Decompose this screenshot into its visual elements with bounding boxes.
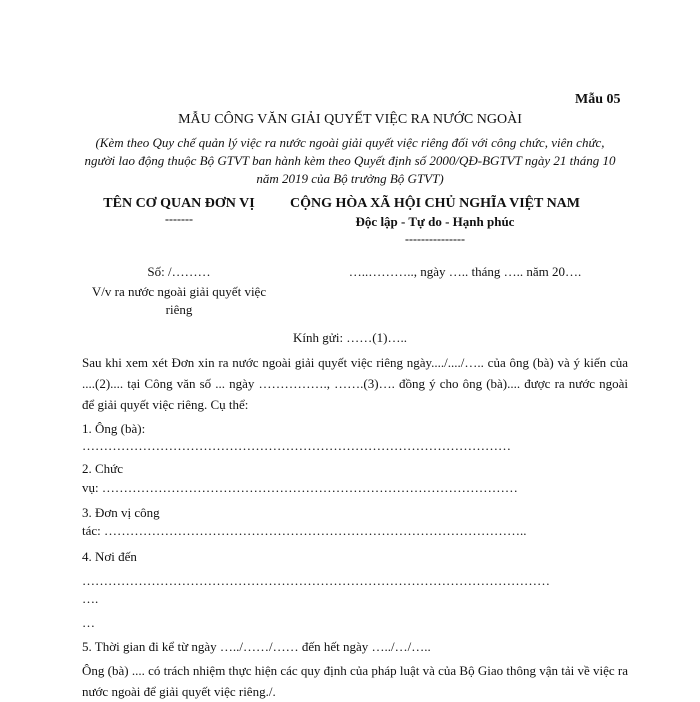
motto-separator: --------------- [405, 232, 465, 246]
salutation: Kính gửi: ……(1)….. [293, 330, 407, 345]
field-3-value: tác: …………………………………………………………………………………….. [82, 523, 527, 538]
date-line: …..……….., ngày ….. tháng ….. năm 20…. [348, 264, 582, 279]
document-subtitle: (Kèm theo Quy chế quản lý việc ra nước ngoài giải quyết việc riêng đối với công chức, viên chức, người lao động thuộc Bộ GTVT ban hành kèm theo Quyết định số 2000/QĐ-BGTVT ngày 21 tháng 10 năm 2019 của Bộ trưởng Bộ GTVT) [84, 135, 616, 186]
field-2-value: vụ: …………………………………………………………………………………… [82, 480, 518, 495]
field-4-label: 4. Nơi đến [82, 549, 137, 564]
field-4-dots-2: …. [82, 591, 99, 606]
org-separator: ------- [165, 212, 193, 226]
document-title: MẪU CÔNG VĂN GIẢI QUYẾT VIỆC RA NƯỚC NGOÀI [178, 112, 522, 127]
field-1-dots: ……………………………………………………………………………………… [82, 438, 511, 453]
field-1-label: 1. Ông (bà): [82, 421, 146, 436]
closing-paragraph: Ông (bà) .... có trách nhiệm thực hiện các quy định của pháp luật và của Bộ Giao thông vận tải về việc ra nước ngoài để giải quyết việc riêng./. [82, 663, 628, 699]
field-4-dots: ……………………………………………………………………………………………… [82, 573, 550, 588]
field-3-label: 3. Đơn vị công [82, 505, 160, 520]
form-number: Mẫu 05 [575, 92, 621, 107]
field-2-label: 2. Chức [82, 461, 123, 476]
field-5: 5. Thời gian đi kể từ ngày …../……/…… đến hết ngày …../…/….. [82, 639, 431, 654]
field-4-dots-3: … [82, 615, 95, 630]
org-name: TÊN CƠ QUAN ĐƠN VỊ [103, 196, 255, 211]
document-number: Số: /……… [147, 264, 211, 279]
document-subject: V/v ra nước ngoài giải quyết việc riêng [91, 284, 267, 317]
intro-paragraph: Sau khi xem xét Đơn xin ra nước ngoài giải quyết việc riêng ngày..../..../….. của ông (bà) và ý kiến của ....(2).... tại Công văn số ... ngày ……………., …….(3)…. đồng ý cho ông (bà).... được ra nước ngoài để giải quyết việc riêng. Cụ thể: [82, 355, 628, 412]
national-motto: Độc lập - Tự do - Hạnh phúc [355, 214, 515, 229]
national-title: CỘNG HÒA XÃ HỘI CHỦ NGHĨA VIỆT NAM [289, 196, 580, 211]
